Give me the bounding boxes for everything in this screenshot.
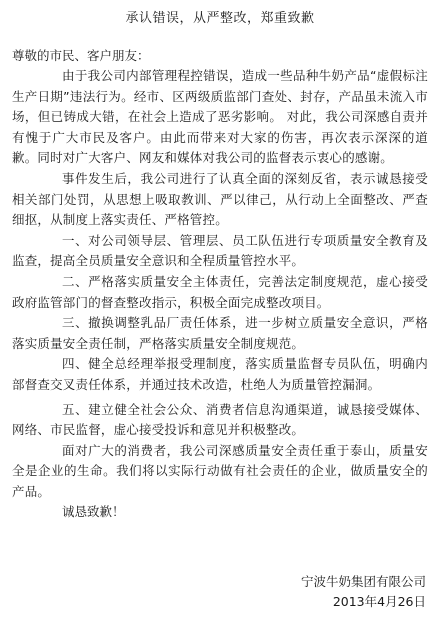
paragraph-intro: 由于我公司内部管理程控错误，造成一些品种牛奶产品“虚假标注生产日期”违法行为。经市、区两级质监部门查处、封存，产品虽未流入市场，但已铸成大错，在社会上造成了恶劣影响。 对此，我公司深感自责并有愧于广大市民及客户。由此而带来对大家的伤害，再次表示深深的道歉。同时对广大客户、网友和媒体对我公司的监督表示衷心的感谢。 (12, 68, 428, 166)
company-name: 宁波牛奶集团有限公司 (300, 574, 426, 589)
paragraph-response: 事件发生后，我公司进行了认真全面的深刻反省，表示诚恳接受相关部门处罚，从思想上吸取教训、严以律己，从行动上全面整改、严查细抠，从制度上落实责任、严格管控。 (12, 170, 428, 228)
paragraph-commitment: 面对广大的消费者，我公司深感质量安全责任重于泰山，质量安全是企业的生命。我们将以实际行动做有社会责任的企业，做质量安全的产品。 (12, 442, 428, 499)
letter-date: 2013年4月26日 (332, 594, 426, 609)
paragraph-item-2: 二、严格落实质量安全主体责任，完善法定制度规范，虚心接受政府监管部门的督查整改指示，积极全面完成整改项目。 (12, 273, 428, 310)
closing-line: 诚恳致歉！ (62, 504, 125, 520)
paragraph-item-3: 三、撤换调整乳品厂责任体系，进一步树立质量安全意识，严格落实质量安全责任制，严格落实质量安全制度规范。 (12, 315, 428, 351)
letter-title: 承认错误，从严整改，郑重致歉 (125, 11, 315, 26)
salutation: 尊敬的市民、客户朋友： (12, 48, 150, 63)
paragraph-item-1: 一、对公司领导层、管理层、员工队伍进行专项质量安全教育及监查，提高全员质量安全意识和全程质量管控水平。 (12, 232, 428, 269)
paragraph-item-4: 四、健全总经理举报受理制度，落实质量监督专员队伍，明确内部督查交叉责任体系，并通过技术改造，杜绝人为质量管控漏洞。 (12, 356, 428, 392)
paragraph-item-5: 五、建立健全社会公众、消费者信息沟通渠道，诚恳接受媒体、网络、市民监督，虚心接受投诉和意见并积极整改。 (12, 401, 428, 438)
signature-block (301, 572, 426, 612)
